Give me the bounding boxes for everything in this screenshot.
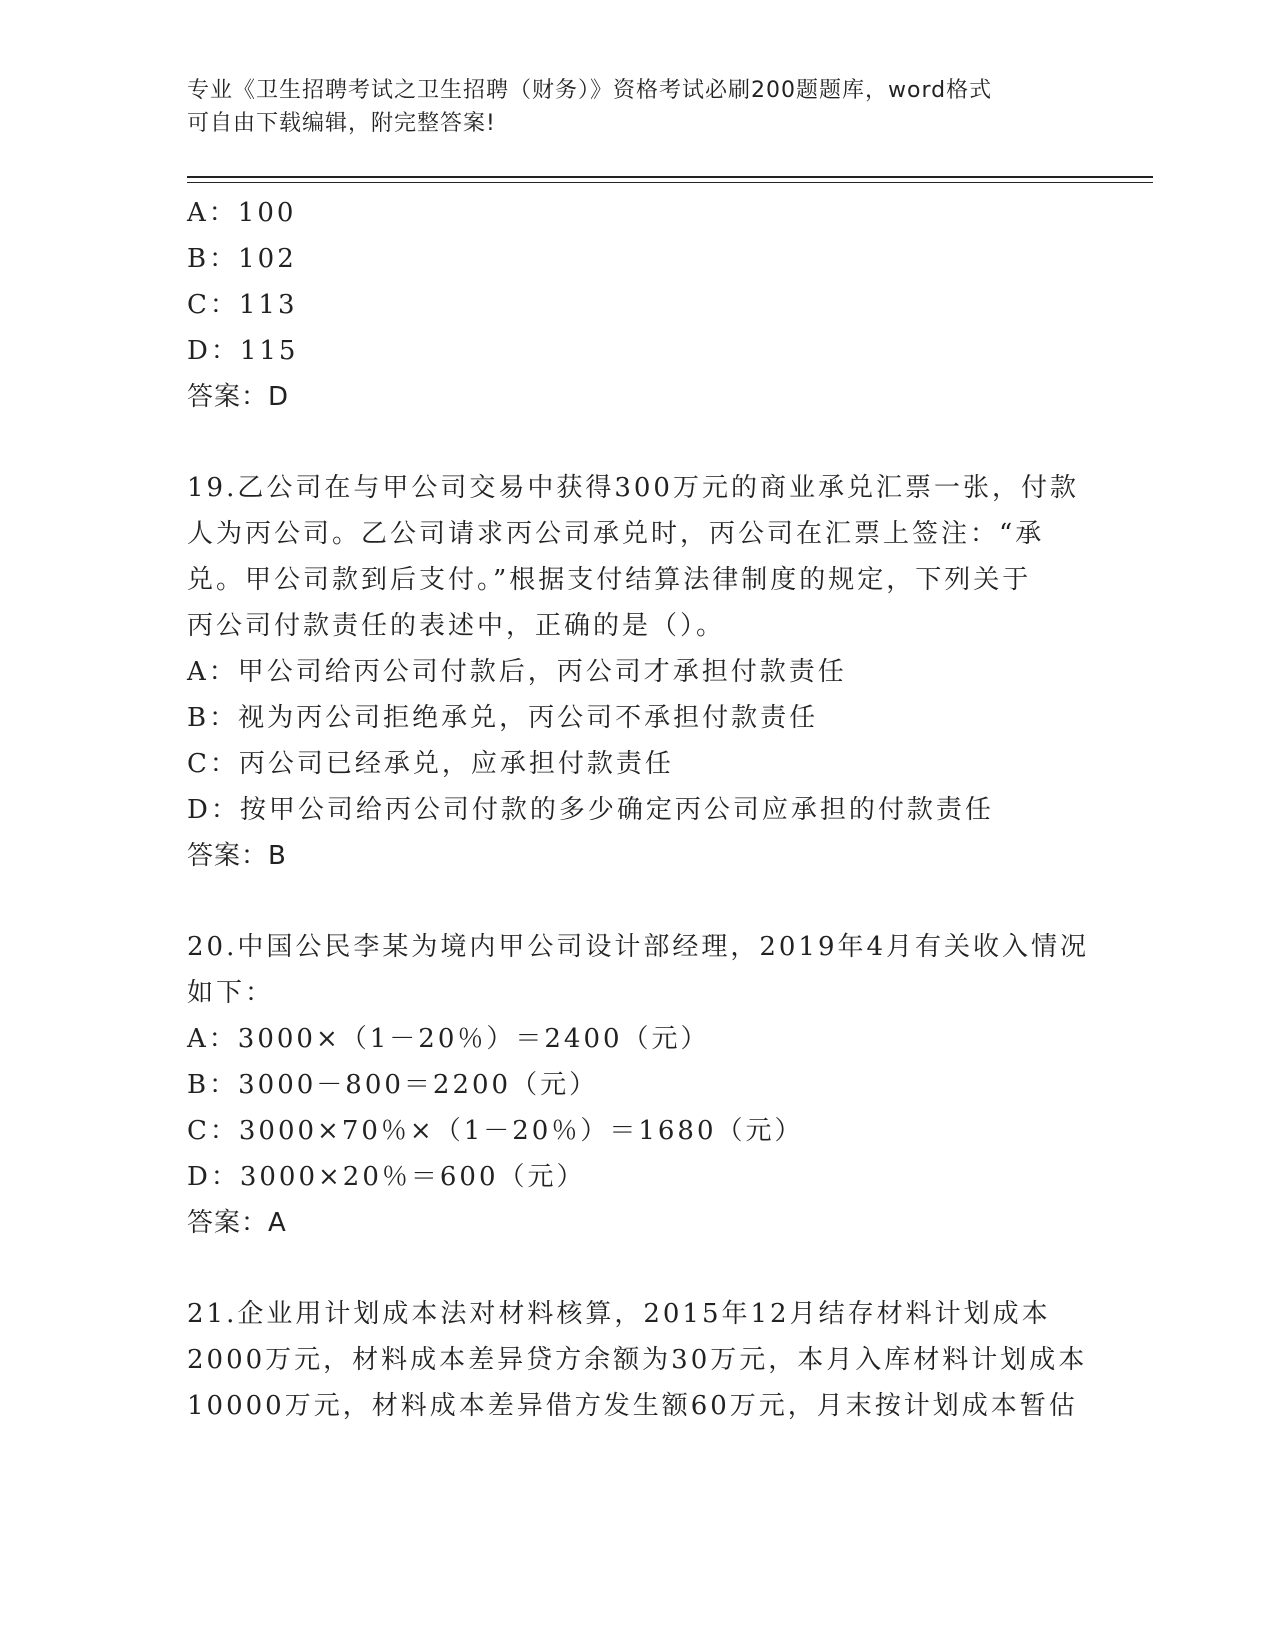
- header-title-line-2: 可自由下载编辑，附完整答案!: [187, 111, 496, 136]
- document-header: [187, 74, 1087, 140]
- option-d: D：115: [187, 336, 299, 366]
- question-stem-line: 丙公司付款责任的表述中，正确的是（）。: [187, 611, 726, 641]
- option-c: C：113: [187, 290, 298, 320]
- question-stem-line: 10000万元，材料成本差异借方发生额60万元，月末按计划成本暂估: [187, 1391, 1078, 1421]
- question-stem-line: 2000万元，材料成本差异贷方余额为30万元，本月入库材料计划成本: [187, 1345, 1088, 1375]
- option-b: B：102: [187, 244, 297, 274]
- question-stem-line: 20.中国公民李某为境内甲公司设计部经理，2019年4月有关收入情况: [187, 932, 1090, 962]
- header-title-line-1: 专业《卫生招聘考试之卫生招聘（财务）》资格考试必刷200题题库，word格式: [187, 78, 993, 103]
- answer-line: 答案：A: [187, 1208, 287, 1238]
- question-stem-line: 兑。甲公司款到后支付。”根据支付结算法律制度的规定，下列关于: [187, 565, 1032, 595]
- question-stem-line: 19.乙公司在与甲公司交易中获得300万元的商业承兑汇票一张，付款: [187, 473, 1079, 503]
- question-19-block: [187, 465, 1087, 879]
- question-stem-line: 人为丙公司。乙公司请求丙公司承兑时，丙公司在汇票上签注：“承: [187, 519, 1045, 549]
- option-c: C：3000×70％×（1－20％）＝1680（元）: [187, 1116, 804, 1146]
- question-content: [187, 190, 1090, 1429]
- option-d: D：按甲公司给丙公司付款的多少确定丙公司应承担的付款责任: [187, 795, 994, 825]
- question-stem-line: 如下：: [187, 978, 275, 1008]
- header-divider-thin: [187, 182, 1153, 183]
- answer-line: 答案：D: [187, 382, 290, 412]
- answer-line: 答案：B: [187, 841, 287, 871]
- question-20-block: [187, 924, 1090, 1246]
- question-spacer: [187, 879, 1087, 924]
- option-b: B：3000－800＝2200（元）: [187, 1070, 599, 1100]
- question-18-block: [187, 190, 1087, 420]
- option-a: A：甲公司给丙公司付款后，丙公司才承担付款责任: [187, 657, 847, 687]
- option-b: B：视为丙公司拒绝承兑，丙公司不承担付款责任: [187, 703, 819, 733]
- option-c: C：丙公司已经承兑，应承担付款责任: [187, 749, 674, 779]
- option-a: A：3000×（1－20％）＝2400（元）: [187, 1024, 710, 1054]
- header-divider-thick: [187, 176, 1153, 178]
- option-d: D：3000×20％＝600（元）: [187, 1162, 586, 1192]
- question-spacer: [187, 1246, 1087, 1291]
- question-stem-line: 21.企业用计划成本法对材料核算，2015年12月结存材料计划成本: [187, 1299, 1051, 1329]
- option-a: A：100: [187, 198, 297, 228]
- question-21-block: [187, 1291, 1087, 1429]
- question-spacer: [187, 420, 1087, 465]
